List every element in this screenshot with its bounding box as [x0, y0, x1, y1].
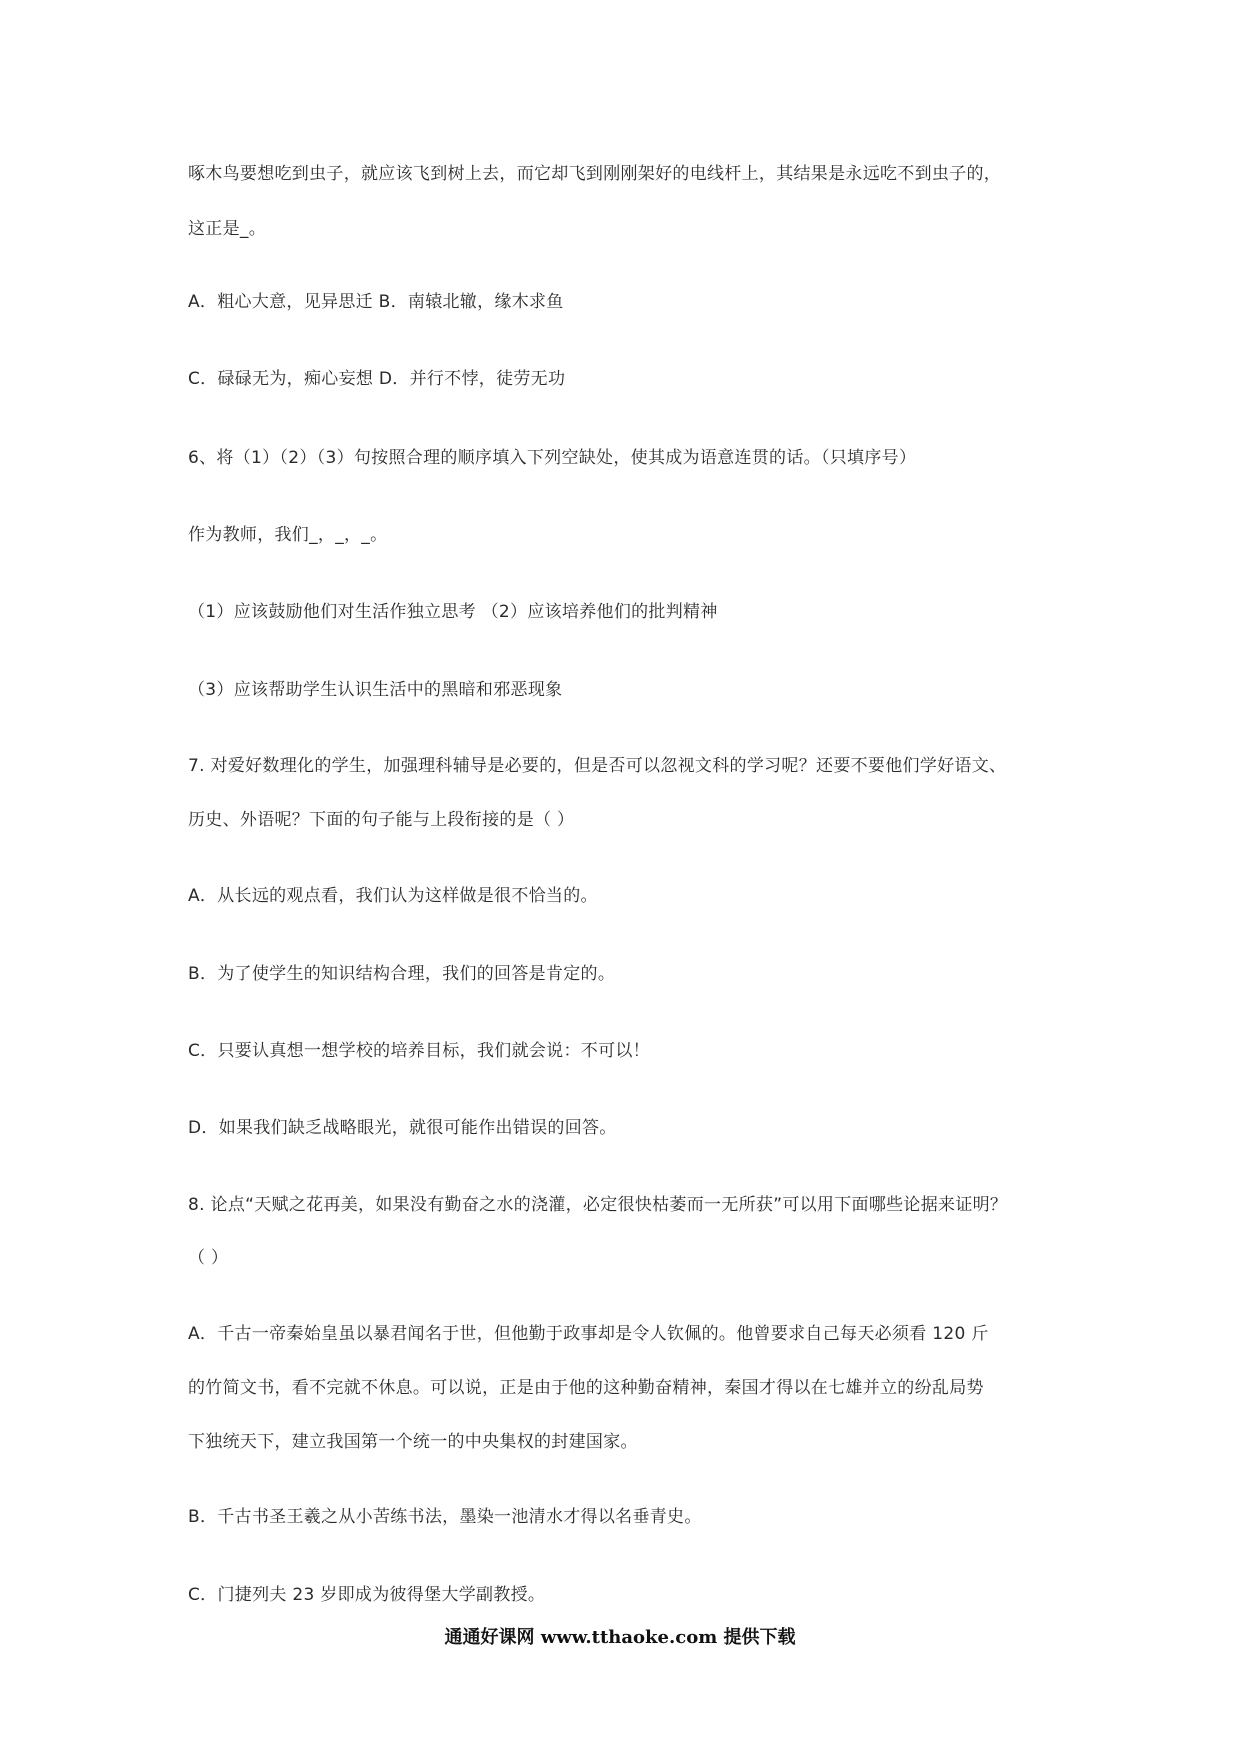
q8-stem-line-1: 8. 论点“天赋之花再美，如果没有勤奋之水的浇灌，必定很快枯萎而一无所获”可以用下面哪些论据来证明？ — [188, 1195, 1008, 1215]
q6-sentence: 作为教师，我们_，_，_。 — [188, 525, 388, 545]
footer-credit: 通通好课网 www.tthaoke.com 提供下载 — [444, 1627, 796, 1648]
q5-options-cd: C．碌碌无为，痴心妄想 D．并行不悖，徒劳无功 — [188, 369, 566, 389]
q8-option-c: C．门捷列夫 23 岁即成为彼得堡大学副教授。 — [188, 1585, 546, 1605]
q7-option-d: D．如果我们缺乏战略眼光，就很可能作出错误的回答。 — [188, 1118, 617, 1138]
q7-option-a: A．从长远的观点看，我们认为这样做是很不恰当的。 — [188, 886, 598, 906]
q5-options-ab: A．粗心大意，见异思迁 B．南辕北辙，缘木求鱼 — [188, 292, 564, 312]
q8-option-b: B．千古书圣王羲之从小苦练书法，墨染一池清水才得以名垂青史。 — [188, 1507, 702, 1527]
q7-option-b: B．为了使学生的知识结构合理，我们的回答是肯定的。 — [188, 964, 616, 984]
q8-option-a-line-1: A．千古一帝秦始皇虽以暴君闻名于世，但他勤于政事却是令人钦佩的。他曾要求自己每天必须看 120 斤 — [188, 1324, 989, 1344]
q8-option-a-line-3: 下独统天下，建立我国第一个统一的中央集权的封建国家。 — [188, 1432, 638, 1452]
q8-stem-line-2: （ ） — [188, 1248, 229, 1268]
q7-stem-line-2: 历史、外语呢？下面的句子能与上段衔接的是（ ） — [188, 810, 575, 830]
q7-stem-line-1: 7. 对爱好数理化的学生，加强理科辅导是必要的，但是否可以忽视文科的学习呢？还要不要他们学好语文、 — [188, 756, 1007, 776]
q5-stem-line-1: 啄木鸟要想吃到虫子，就应该飞到树上去，而它却飞到刚刚架好的电线杆上，其结果是永远吃不到虫子的， — [188, 164, 1002, 184]
q7-option-c: C．只要认真想一想学校的培养目标，我们就会说：不可以！ — [188, 1041, 650, 1061]
q6-item-3: （3）应该帮助学生认识生活中的黑暗和邪恶现象 — [188, 680, 563, 700]
q6-stem: 6、将（1）（2）（3）句按照合理的顺序填入下列空缺处，使其成为语意连贯的话。（只填序号） — [188, 448, 917, 468]
q6-item-1-2: （1）应该鼓励他们对生活作独立思考 （2）应该培养他们的批判精神 — [188, 602, 718, 622]
q8-option-a-line-2: 的竹简文书，看不完就不休息。可以说，正是由于他的这种勤奋精神，秦国才得以在七雄并立的纷乱局势 — [188, 1378, 984, 1398]
q5-stem-line-2: 这正是_。 — [188, 219, 266, 239]
